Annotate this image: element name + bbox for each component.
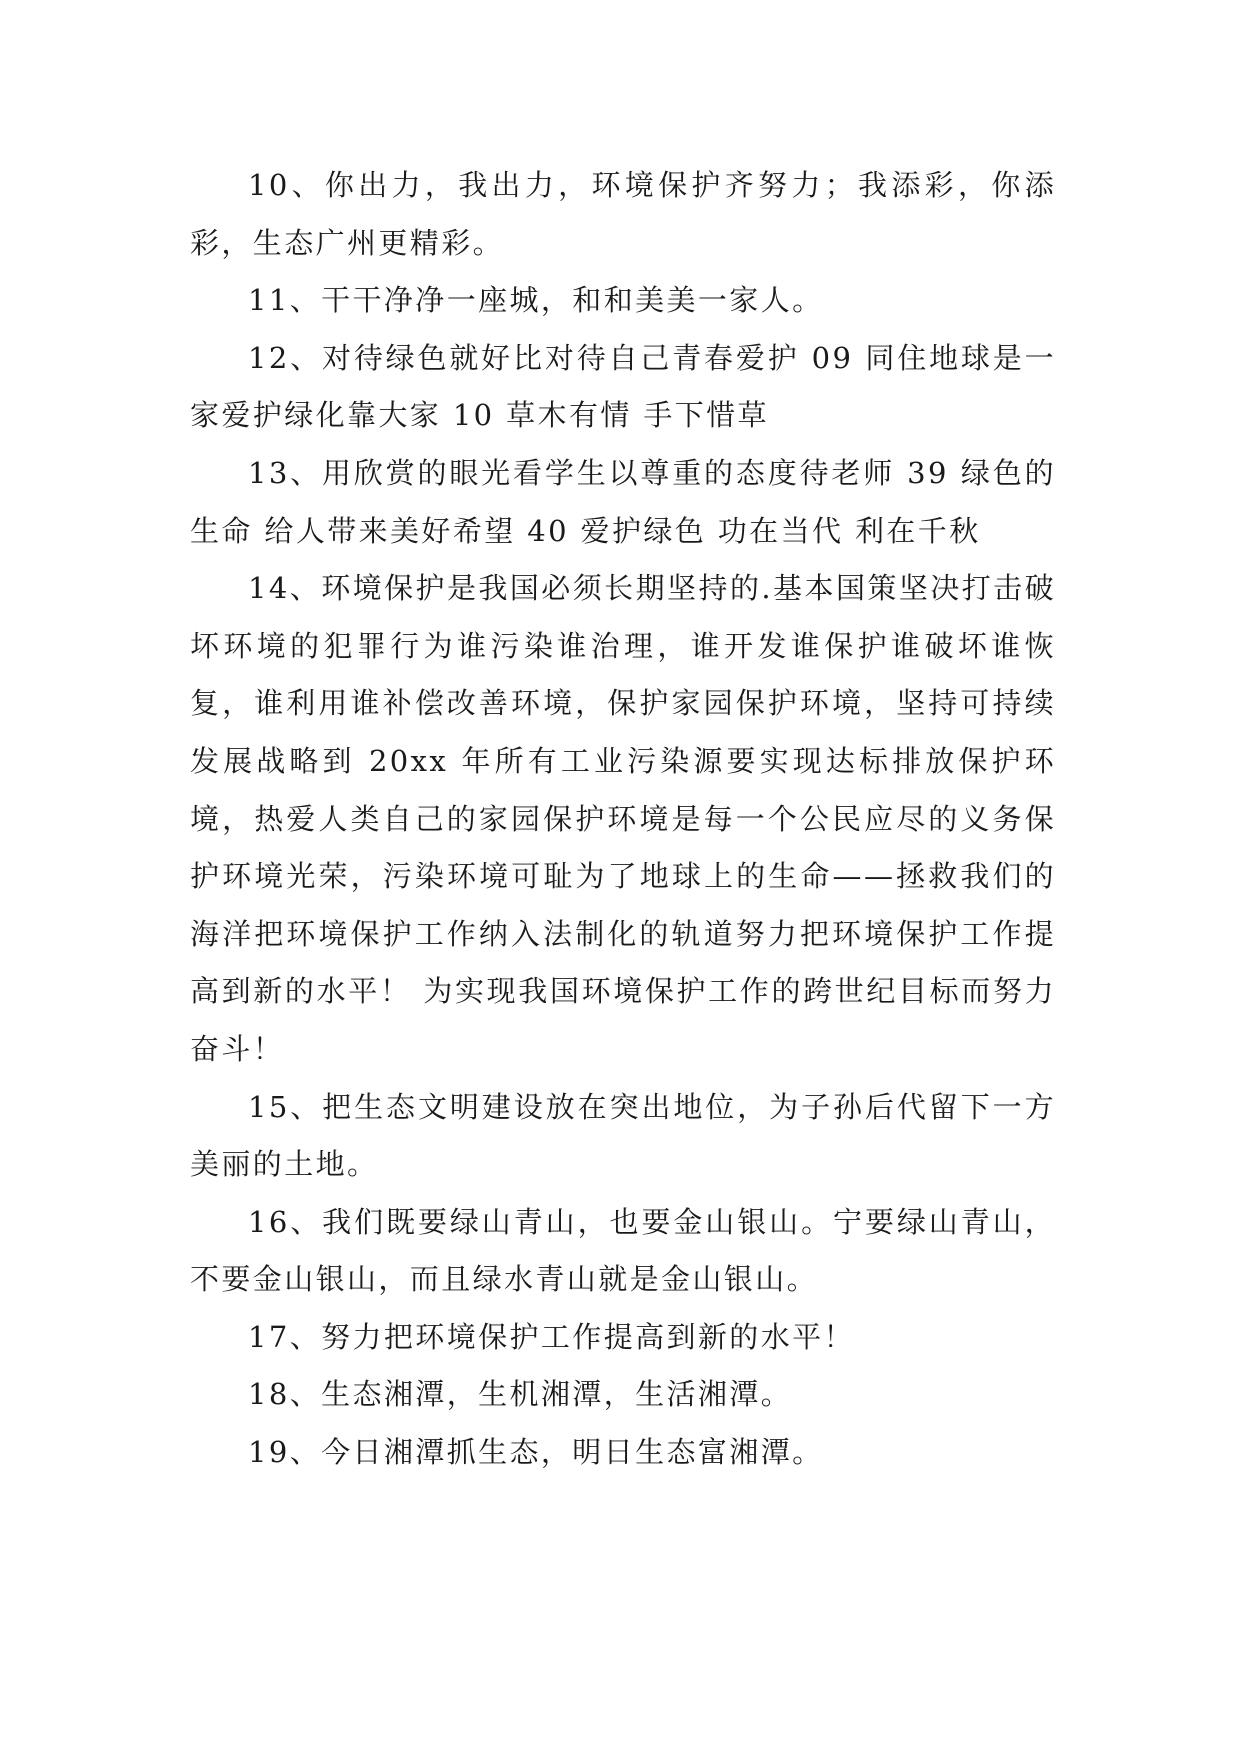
- slogan-paragraph-15: 15、把生态文明建设放在突出地位，为子孙后代留下一方美丽的土地。: [190, 1089, 1056, 1182]
- slogan-paragraph-12: 12、对待绿色就好比对待自己青春爱护 09 同住地球是一家爱护绿化靠大家 10 草木有情 手下惜草: [190, 340, 1056, 433]
- document-body: [190, 157, 1056, 1482]
- slogan-paragraph-10: 10、你出力，我出力，环境保护齐努力；我添彩，你添彩，生态广州更精彩。: [190, 168, 1056, 260]
- slogan-paragraph-16: 16、我们既要绿山青山，也要金山银山。宁要绿山青山，不要金山银山，而且绿水青山就是金山银山。: [190, 1204, 1056, 1297]
- slogan-paragraph-17: 17、努力把环境保护工作提高到新的水平！: [248, 1319, 855, 1354]
- slogan-paragraph-18: 18、生态湘潭，生机湘潭，生活湘潭。: [248, 1377, 793, 1412]
- slogan-paragraph-11: 11、干干净净一座城，和和美美一家人。: [248, 283, 824, 318]
- slogan-paragraph-13: 13、用欣赏的眼光看学生以尊重的态度待老师 39 绿色的生命 给人带来美好希望 40 爱护绿色 功在当代 利在千秋: [190, 455, 1056, 548]
- slogan-paragraph-14: 14、环境保护是我国必须长期坚持的.基本国策坚决打击破坏环境的犯罪行为谁污染谁治理，谁开发谁保护谁破坏谁恢复，谁利用谁补偿改善环境，保护家园保护环境，坚持可持续发展战略到 20xx 年所有工业污染源要实现达标排放保护环境，热爱人类自己的家园保护环境是每一个公民应尽的义务保护环境光荣，污染环境可耻为了地球上的生命——拯救我们的海洋把环境保护工作纳入法制化的轨道努力把环境保护工作提高到新的水平！ 为实现我国环境保护工作的跨世纪目标而努力奋斗！: [190, 571, 1056, 1066]
- slogan-paragraph-19: 19、今日湘潭抓生态，明日生态富湘潭。: [248, 1435, 824, 1470]
